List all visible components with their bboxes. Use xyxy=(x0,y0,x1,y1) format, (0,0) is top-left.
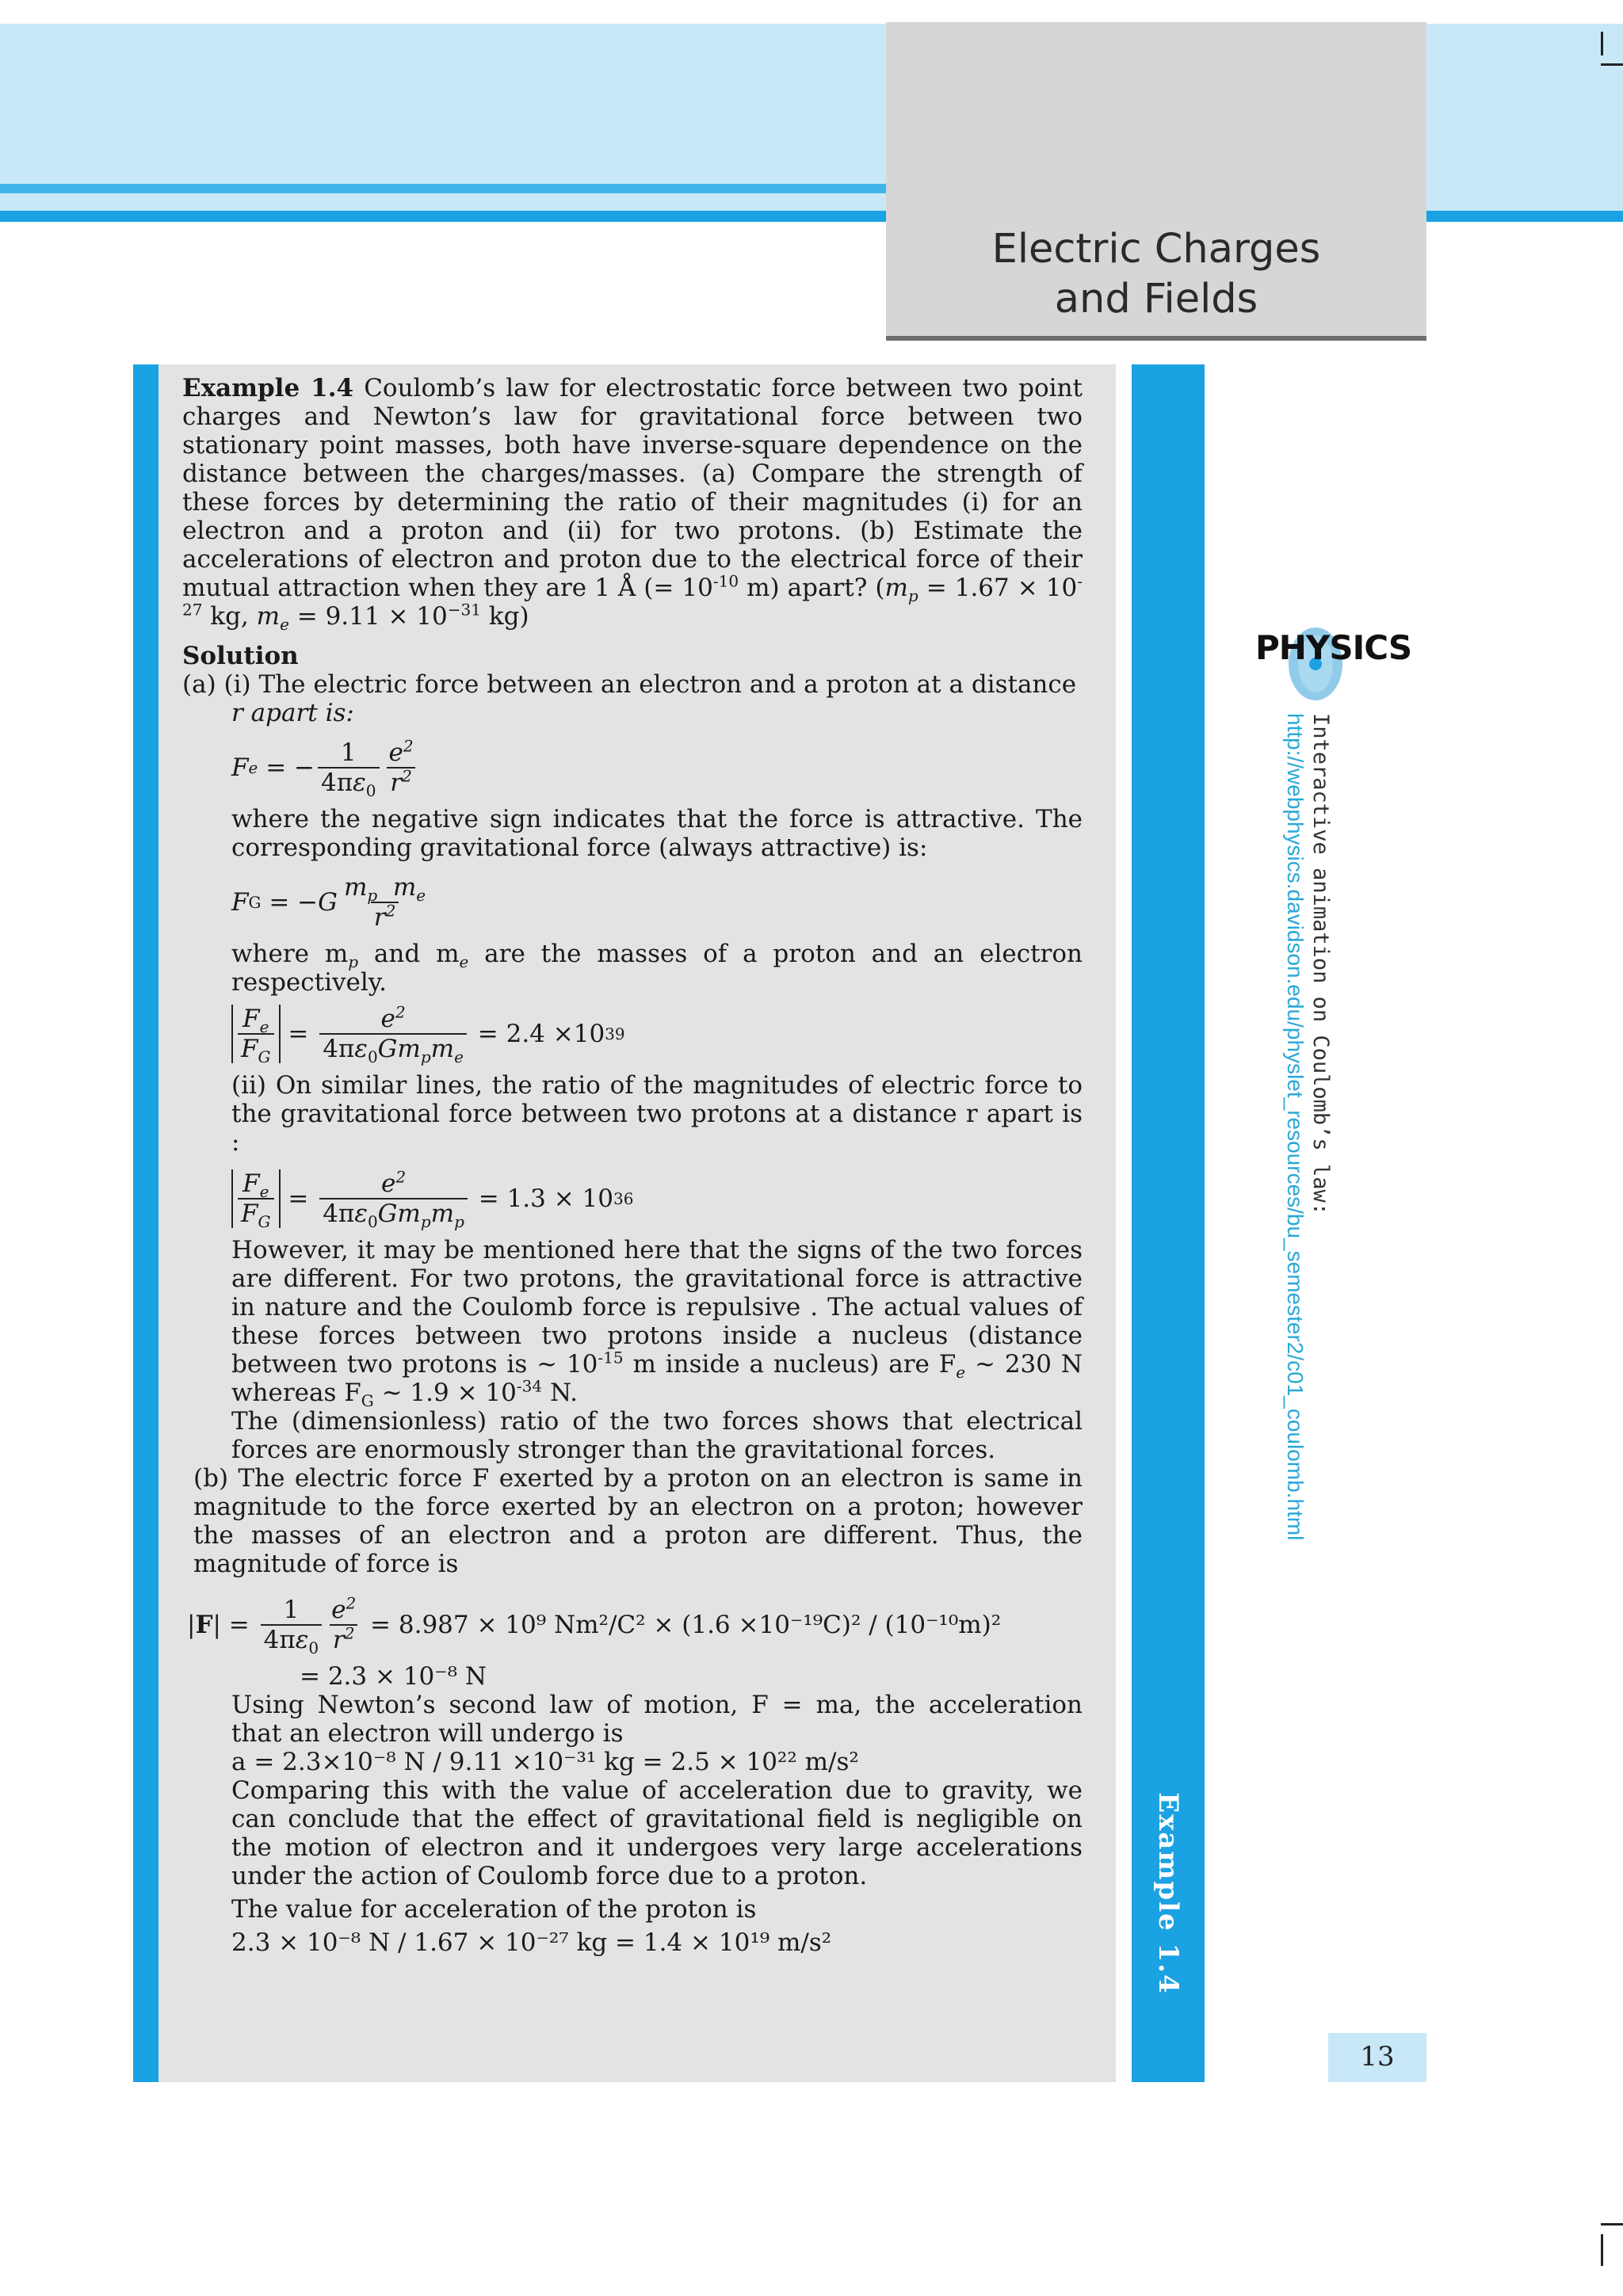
newton-text: Using Newton’s second law of motion, F = ma, the acceleration that an electron will undergo is xyxy=(231,1691,1083,1748)
chapter-title: Electric Charges and Fields xyxy=(991,226,1321,322)
however-text: However, it may be mentioned here that the signs of the two forces are different. For two protons, the gravitational force is attractive in nature and the Coulomb force is repulsive . The actual values of these forces between two protons inside a nucleus (distance between two protons is ~ $10^{-15}$ m inside a nucleus) are $F_e$ ~ 230 N whereas $F_G$ ~ $1.9 \times 10^{-34}$ N. xyxy=(231,1236,1083,1411)
solution-a-i-cont: r apart is: xyxy=(231,699,354,727)
comparing-text: Comparing this with the value of acceleration due to gravity, we can conclude that the effect of gravitational field is negligible on the motion of electron and it undergoes very large accelerations under the action of Coulomb force due to a proton. xyxy=(231,1776,1083,1890)
ratio2-result: = 1.3 × 10 xyxy=(478,1184,613,1213)
solution-a-i: (a) (i) The electric force between an electron and a proton at a distance xyxy=(182,670,1077,699)
electron-acceleration: a = 2.3×10⁻⁸ N / 9.11 ×10⁻³¹ kg = 2.5 × 10²² m/s² xyxy=(231,1748,859,1776)
formula-ratio-protons: $\frac{F_e}{F_G}$ = $\frac{e^2}{4\pi\varepsilon_0Gm_pm_p}$ = 1.3 × 10 36 xyxy=(182,1169,1083,1228)
animation-link[interactable]: http://webphysics.davidson.edu/physlet_resources/bu_semester2/c01_coulomb.html xyxy=(1283,713,1308,1541)
chapter-title-box xyxy=(886,22,1426,341)
force-expression: = 8.987 × 10⁹ Nm²/C² × (1.6 ×10⁻¹⁹C)² / (10⁻¹⁰m)² xyxy=(370,1611,1002,1639)
proton-acceleration: 2.3 × 10⁻⁸ N / 1.67 × 10⁻²⁷ kg = 1.4 × 10¹⁹ m/s² xyxy=(231,1928,832,1957)
example-intro: Coulomb’s law for electrostatic force between two point charges and Newton’s law for gravitational force between two stationary point masses, both have inverse-square dependence on the distance between the charges/masses. (a) Compare the strength of these forces by determining the ratio of their magnitudes (i) for an electron and a proton and (ii) for two protons. (b) Estimate the accelerations of electron and proton due to the electrical force of their mutual attraction when they are 1 Å (= 10 xyxy=(182,374,1083,602)
example-left-bar xyxy=(133,364,158,2082)
example-label: Example 1.4 xyxy=(182,374,354,402)
example-content xyxy=(182,374,1083,1957)
page-number-box xyxy=(1328,2033,1426,2082)
negative-sign-text: where the negative sign indicates that the force is attractive. The corresponding gravitational force (always attractive) is: xyxy=(231,805,1083,862)
crop-mark xyxy=(1601,2234,1603,2266)
masses-text: where $m_p$ and $m_e$ are the masses of a proton and an electron respectively. xyxy=(231,940,1083,997)
example-tag: Example 1.4 xyxy=(1152,1792,1184,1995)
crop-mark xyxy=(1601,2223,1623,2225)
header-rule xyxy=(0,184,888,193)
formula-gravitational-force: F G = − G $\frac{m_p m_e}{r^2}$ xyxy=(231,873,426,932)
proton-intro: The value for acceleration of the proton is xyxy=(231,1895,757,1924)
formula-electric-force: F e = − $\frac{1}{4\pi\varepsilon_0}$ $\frac{e^2}{r^2}$ xyxy=(182,738,1083,797)
physics-logo-text: PHYSICS xyxy=(1255,628,1412,667)
dimensionless-text: The (dimensionless) ratio of the two forces shows that electrical forces are enormously stronger than the gravitational forces. xyxy=(231,1407,1083,1464)
formula-force-magnitude: | F | = $\frac{1}{4\pi\varepsilon_0}$ $\frac{e^2}{r^2}$ = 8.987 × 10⁹ Nm²/C² × (1.6 ×10⁻¹⁹C)² / (10⁻¹⁰m)² xyxy=(187,1593,1002,1658)
crop-mark xyxy=(1601,32,1603,55)
formula-ratio-electron-proton: $\frac{F_e}{F_G}$ = $\frac{e^2}{4\pi\varepsilon_0Gm_pm_e}$ = 2.4 ×10 39 xyxy=(182,1005,1083,1063)
ratio1-result: = 2.4 ×10 xyxy=(477,1020,605,1048)
page-number: 13 xyxy=(1360,2041,1395,2073)
animation-note: Interactive animation on Coulomb’s law: xyxy=(1308,713,1333,1215)
solution-b: (b) The electric force F exerted by a proton on an electron is same in magnitude to the force exerted by an electron on a proton; however the masses of an electron and a proton are different. Thus, the magnitude of force is xyxy=(193,1464,1083,1578)
force-result: = 2.3 × 10⁻⁸ N xyxy=(300,1662,487,1691)
crop-mark xyxy=(1601,63,1623,66)
solution-heading: Solution xyxy=(182,642,299,670)
example-statement: Example 1.4 Coulomb’s law for electrostatic force between two point charges and Newton’s law for gravitational force between two stationary point masses, both have inverse-square dependence on the distance between the charges/masses. (a) Compare the strength of these forces by determining the ratio of their magnitudes (i) for an electron and a proton and (ii) for two protons. (b) Estimate the accelerations of electron and proton due to the electrical force of their mutual attraction when they are 1 Å (= $10^{-10}$ m) apart? ($m_p = 1.67 \times 10^{-27}$ kg, $m_e = 9.11 \times 10^{-31}$ kg) xyxy=(182,374,1083,635)
solution-a-ii: (ii) On similar lines, the ratio of the magnitudes of electric force to the gravitational force between two protons at a distance r apart is : xyxy=(231,1071,1083,1157)
